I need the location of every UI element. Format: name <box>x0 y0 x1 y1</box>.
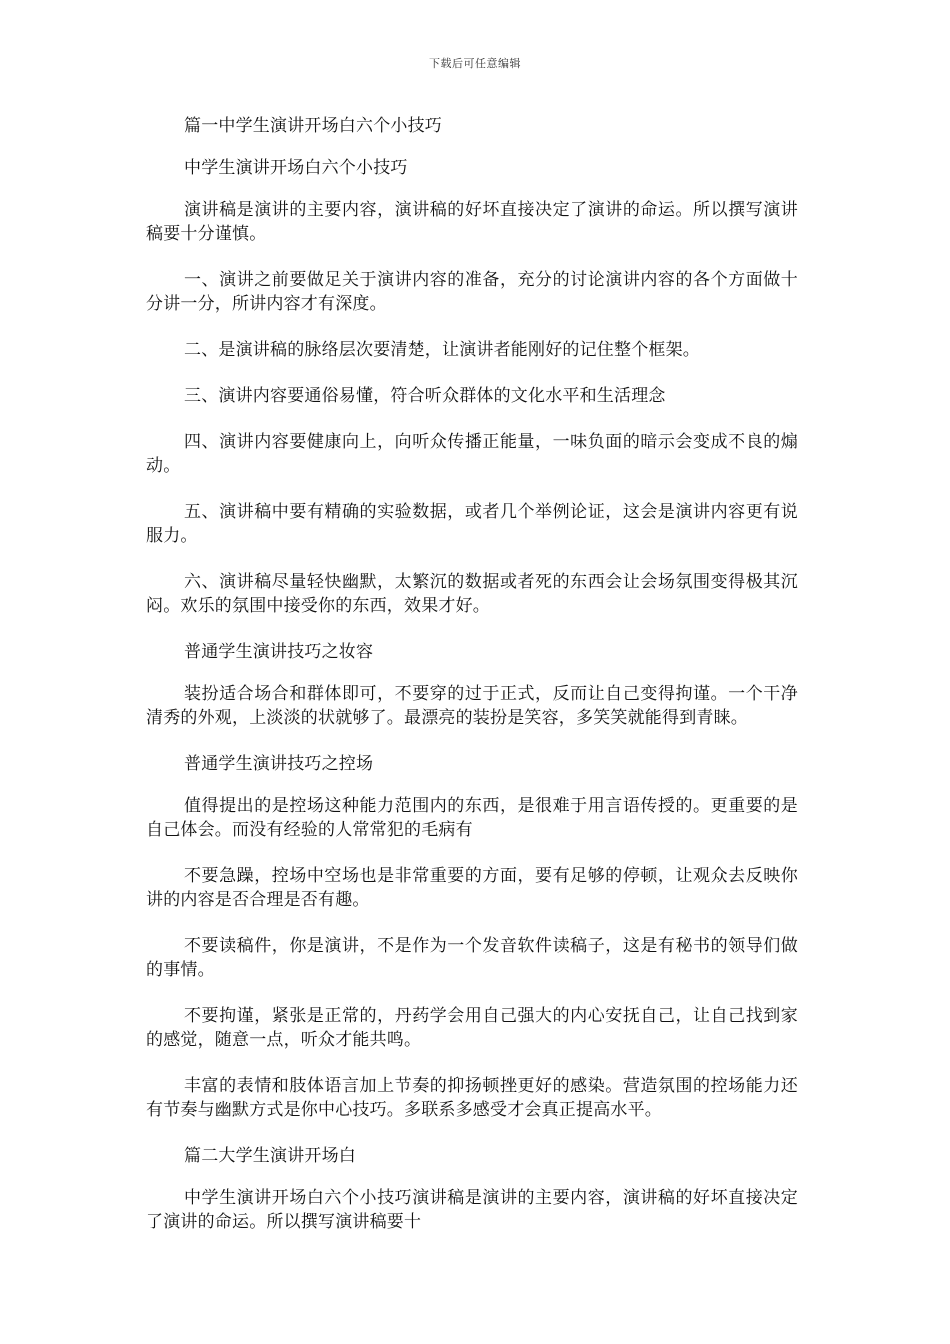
subsection-title: 普通学生演讲技巧之控场 <box>184 754 374 774</box>
section-title: 篇一中学生演讲开场白六个小技巧 <box>184 116 442 136</box>
paragraph: 三、演讲内容要通俗易懂，符合听众群体的文化水平和生活理念 <box>184 386 666 406</box>
paragraph: 二、是演讲稿的脉络层次要清楚，让演讲者能刚好的记住整个框架。 <box>184 340 700 360</box>
paragraph: 不要拘谨，紧张是正常的，丹药学会用自己强大的内心安抚自己，让自己找到家的感觉，随意一点，听众才能共鸣。 <box>146 1006 798 1050</box>
section-title: 篇二大学生演讲开场白 <box>184 1146 356 1166</box>
paragraph: 六、演讲稿尽量轻快幽默，太繁沉的数据或者死的东西会让会场氛围变得极其沉闷。欢乐的氛围中接受你的东西，效果才好。 <box>146 572 798 616</box>
paragraph: 装扮适合场合和群体即可，不要穿的过于正式，反而让自己变得拘谨。一个干净清秀的外观，上淡淡的状就够了。最漂亮的装扮是笑容，多笑笑就能得到青睐。 <box>146 684 798 728</box>
paragraph: 不要急躁，控场中空场也是非常重要的方面，要有足够的停顿，让观众去反映你讲的内容是否合理是否有趣。 <box>146 866 798 910</box>
paragraph: 演讲稿是演讲的主要内容，演讲稿的好坏直接决定了演讲的命运。所以撰写演讲稿要十分谨慎。 <box>146 200 798 244</box>
document-body <box>146 114 798 1256</box>
header-note: 下载后可任意编辑 <box>429 57 521 70</box>
paragraph: 四、演讲内容要健康向上，向听众传播正能量，一味负面的暗示会变成不良的煽动。 <box>146 432 798 476</box>
subsection-title: 普通学生演讲技巧之妆容 <box>184 642 374 662</box>
article-title: 中学生演讲开场白六个小技巧 <box>184 158 408 178</box>
paragraph: 中学生演讲开场白六个小技巧演讲稿是演讲的主要内容，演讲稿的好坏直接决定了演讲的命运。所以撰写演讲稿要十 <box>146 1188 798 1232</box>
paragraph: 一、演讲之前要做足关于演讲内容的准备，充分的讨论演讲内容的各个方面做十分讲一分，所讲内容才有深度。 <box>146 270 798 314</box>
paragraph: 值得提出的是控场这种能力范围内的东西，是很难于用言语传授的。更重要的是自己体会。而没有经验的人常常犯的毛病有 <box>146 796 798 840</box>
paragraph: 不要读稿件，你是演讲，不是作为一个发音软件读稿子，这是有秘书的领导们做的事情。 <box>146 936 798 980</box>
paragraph: 五、演讲稿中要有精确的实验数据，或者几个举例论证，这会是演讲内容更有说服力。 <box>146 502 798 546</box>
paragraph: 丰富的表情和肢体语言加上节奏的抑扬顿挫更好的感染。营造氛围的控场能力还有节奏与幽默方式是你中心技巧。多联系多感受才会真正提高水平。 <box>146 1076 798 1120</box>
